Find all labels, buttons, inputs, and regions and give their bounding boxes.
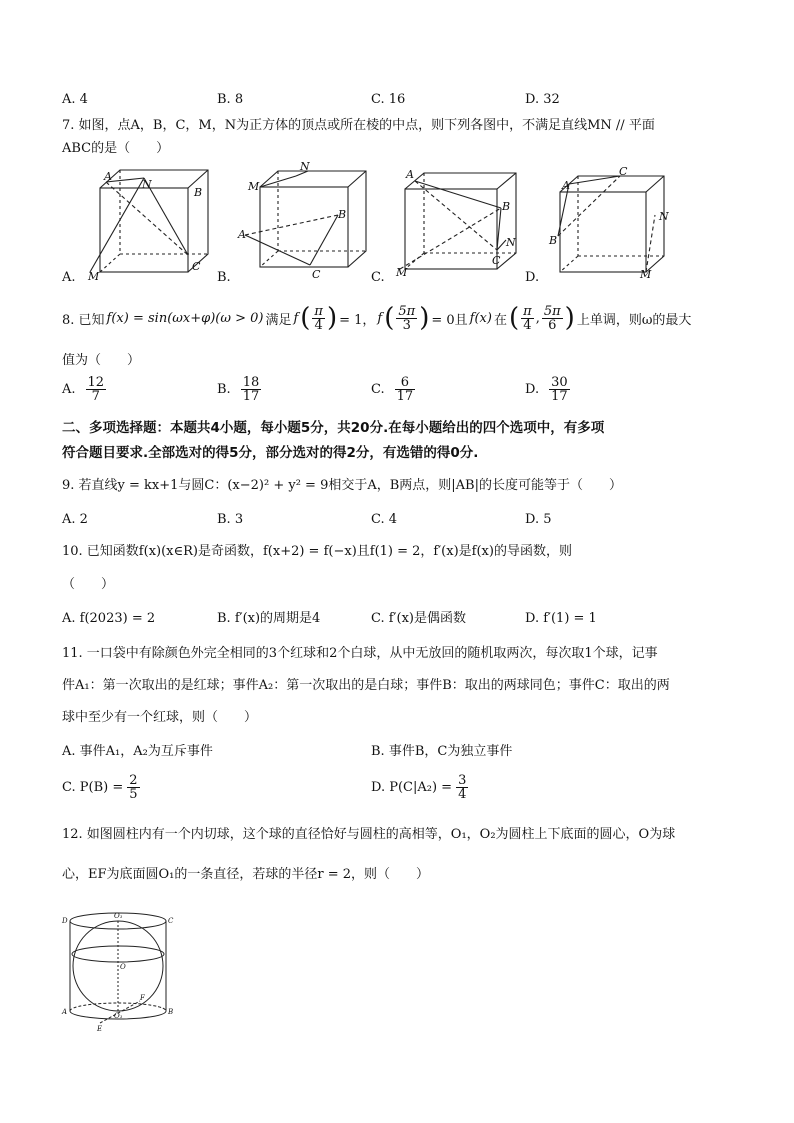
q8-prefix: 8. 已知 [62, 312, 105, 328]
cube-c-pt-n: N [506, 236, 516, 249]
fig-pt-o1: O₁ [114, 1012, 123, 1020]
q11-stem-line1: 11. 一口袋中有除颜色外完全相同的3个红球和2个白球，从中无放回的随机取两次，每次取1个球，记事 [62, 646, 658, 661]
q10-option-a: A. f(2023) = 2 [62, 611, 156, 626]
q7-stem-line2: ABC的是（ ） [62, 141, 170, 156]
q8-f: f [293, 310, 299, 326]
q10-paren: （ ） [62, 577, 115, 592]
fig-pt-o2: O₁ [114, 912, 123, 920]
q8-frac-interval-right: $\frac{5\pi}{6}$ [543, 303, 561, 333]
section2-header-line1: 二、多项选择题：本题共4小题，每小题5分，共20分.在每小题给出的四个选项中，有多项 [62, 420, 605, 436]
q8-t1: 满足 [265, 312, 292, 328]
cube-d-pt-m: M [640, 268, 652, 281]
q7-cube-figures [60, 160, 750, 285]
cube-d-pt-n: N [659, 210, 669, 223]
cube-c-pt-m: M [396, 266, 408, 279]
cube-a-pt-m: M [88, 270, 100, 283]
q8-fx: f(x) [469, 310, 492, 326]
q8-t2: 上单调，则ω的最大 [576, 312, 692, 328]
cube-figure-b [245, 171, 366, 267]
q11-option-b: B. 事件B，C为独立事件 [371, 744, 513, 759]
q11-option-a: A. 事件A₁，A₂为互斥事件 [62, 744, 213, 759]
q8-frac-interval-left: $\frac{\pi}{4}$ [523, 303, 532, 333]
q12-stem-line2: 心，EF为底面圆O₁的一条直径，若球的半径r = 2，则（ ） [62, 867, 430, 882]
cube-c-pt-a: A [406, 168, 414, 181]
cube-c-pt-c: C [492, 254, 501, 267]
cube-a-pt-a: A [104, 170, 112, 183]
q8-option-b: B. $\frac{18}{17}$ [217, 375, 260, 404]
section2-header-line2: 符合题目要求.全部选对的得5分，部分选对的得2分，有选错的得0分. [62, 445, 479, 461]
q10-option-c: C. f′(x)是偶函数 [371, 611, 466, 626]
q9-option-b: B. 3 [217, 512, 244, 527]
q7-stem-line1: 7. 如图，点A，B，C，M，N为正方体的顶点或所在棱的中点，则下列各图中，不满足直线MN // 平面 [62, 118, 655, 133]
q12-cylinder-sphere-figure [60, 905, 190, 1035]
q8-frac-5pi3: $\frac{5\pi}{3}$ [398, 303, 416, 333]
fig-pt-f: F [140, 994, 145, 1002]
q6-option-c: C. 16 [371, 92, 406, 107]
fig-pt-a: A [62, 1008, 68, 1016]
q8-frac-pi4: $\frac{\pi}{4}$ [314, 303, 323, 333]
cube-a-pt-b: B [194, 186, 203, 199]
q7-option-c: C. [371, 270, 385, 285]
q7-option-a: A. [62, 270, 76, 285]
q8-option-d: D. $\frac{30}{17}$ [525, 375, 568, 404]
cube-d-pt-b: B [549, 234, 558, 247]
fig-pt-e: E [97, 1025, 103, 1033]
fig-pt-b: B [168, 1008, 174, 1016]
cube-b-pt-n: N [300, 160, 310, 173]
q10-stem: 10. 已知函数f(x)(x∈R)是奇函数，f(x+2) = f(−x)且f(1) = 2，f′(x)是f(x)的导函数，则 [62, 544, 572, 559]
q11-stem-line2: 件A₁：第一次取出的是红球；事件A₂：第一次取出的是白球；事件B：取出的两球同色；事件C：取出的两 [62, 678, 670, 693]
q8-stem-line2: 值为（ ） [62, 353, 141, 368]
q8-eq1: = 1， [339, 312, 376, 328]
q6-option-b: B. 8 [217, 92, 244, 107]
cube-figure-d [558, 176, 664, 272]
cube-d-pt-a: A [562, 179, 570, 192]
q7-option-b: B. [217, 270, 231, 285]
q11-stem-line3: 球中至少有一个红球，则（ ） [62, 710, 258, 725]
cube-a-pt-n: N [142, 178, 152, 191]
fig-pt-c: C [168, 917, 174, 925]
q11-option-d: D. P(C|A₂) = $\frac{3}{4}$ [371, 773, 467, 802]
cube-b-pt-a: A [238, 228, 246, 241]
cube-b-pt-c: C [312, 268, 321, 281]
q10-option-b: B. f′(x)的周期是4 [217, 611, 321, 626]
q8-func: f(x) = sin(ωx+φ)(ω > 0) [106, 310, 264, 326]
q8-eq0: = 0且 [431, 312, 468, 328]
fig-pt-d: D [62, 917, 68, 925]
q6-option-d: D. 32 [525, 92, 560, 107]
q9-option-c: C. 4 [371, 512, 398, 527]
q8-zai: 在 [493, 312, 507, 328]
q8-option-a: A. $\frac{12}{7}$ [62, 375, 105, 404]
cube-a-pt-c: C [192, 260, 201, 273]
q9-option-a: A. 2 [62, 512, 88, 527]
q6-option-a: A. 4 [62, 92, 88, 107]
q8-option-c: C. $\frac{6}{17}$ [371, 375, 414, 404]
fig-pt-o: O [120, 963, 126, 971]
q7-option-d: D. [525, 270, 540, 285]
q9-stem: 9. 若直线y = kx+1与圆C：(x−2)² + y² = 9相交于A，B两点，则|AB|的长度可能等于（ ） [62, 478, 622, 493]
cube-c-pt-b: B [502, 200, 511, 213]
q10-option-d: D. f′(1) = 1 [525, 611, 597, 626]
cube-b-pt-m: M [248, 180, 260, 193]
cube-d-pt-c: C [619, 165, 628, 178]
q12-stem-line1: 12. 如图圆柱内有一个内切球，这个球的直径恰好与圆柱的高相等，O₁，O₂为圆柱上下底面的圆心，O为球 [62, 827, 676, 842]
q11-option-c: C. P(B) = $\frac{2}{5}$ [62, 773, 138, 802]
cube-b-pt-b: B [338, 208, 347, 221]
q9-option-d: D. 5 [525, 512, 552, 527]
q8-stem-line1: 8. 已知 f(x) = sin(ωx+φ)(ω > 0) 满足 f ( $\frac{\pi}{4}$ ) = 1， f ( $\frac{5\pi}{3}$ ) = 0且 f(x) 在 ( $\frac{\pi}{4}$ , $\frac{5\pi}{6}$ ) 上单调，则ω的最大 [62, 303, 692, 333]
